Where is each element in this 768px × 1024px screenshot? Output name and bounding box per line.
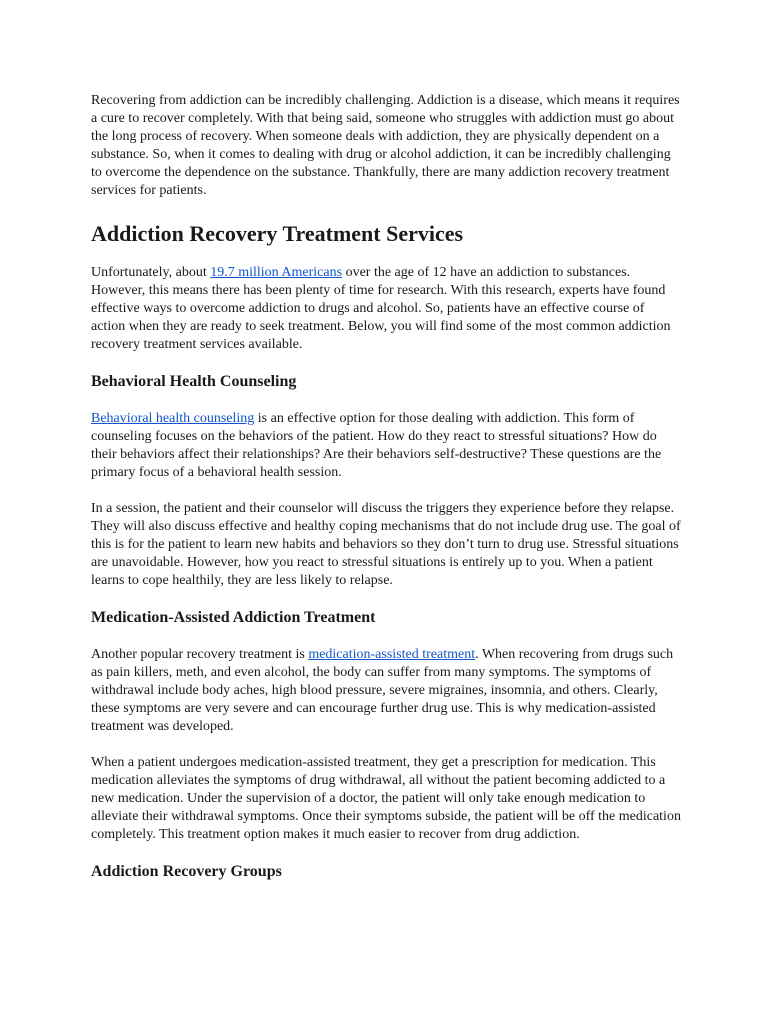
paragraph-text: Another popular recovery treatment is: [91, 647, 309, 662]
paragraph-behavioral-session: In a session, the patient and their counselor will discuss the triggers they experience before they relapse. They will also discuss effective and healthy coping mechanisms that do not include drug use. The goal of this is for the patient to learn new habits and behaviors so they don’t turn to drug use. Stressful situations are unavoidable. However, how you react to stressful situations is entirely up to you. When a patient learns to cope healthily, they are less likely to relapse.: [91, 501, 681, 588]
paragraph-text: over the age of 12 have an addiction to substances. However, this means there has been plenty of time for research. With this research, experts have found effective ways to overcome addiction to drugs and alcohol. So, patients have an effective course of action when they are ready to seek treatment. Below, you will find some of the most common addiction recovery treatment services available.: [91, 265, 671, 352]
paragraph-text: . When recovering from drugs such as pain killers, meth, and even alcohol, the body can suffer from many symptoms. The symptoms of withdrawal include body aches, high blood pressure, severe migraines, insomnia, and others. Clearly, these symptoms are very severe and can encourage further drug use. This is why medication-assisted treatment was developed.: [91, 647, 674, 734]
heading-medication-assisted-treatment: Medication-Assisted Addiction Treatment: [91, 609, 376, 626]
heading-addiction-recovery-groups: Addiction Recovery Groups: [91, 863, 282, 880]
heading-addiction-recovery-treatment-services: Addiction Recovery Treatment Services: [91, 221, 464, 246]
document-page: [91, 92, 681, 882]
intro-paragraph: Recovering from addiction can be incredibly challenging. Addiction is a disease, which means it requires a cure to recover completely. With that being said, someone who struggles with addiction must go about the long process of recovery. When someone deals with addiction, they are physically dependent on a substance. So, when it comes to dealing with drug or alcohol addiction, it can be incredibly challenging to overcome the dependence on the substance. Thankfully, there are many addiction recovery treatment services for patients.: [91, 93, 680, 198]
paragraph-text: Unfortunately, about: [91, 265, 211, 280]
link-19-7-million-americans[interactable]: 19.7 million Americans: [210, 265, 343, 280]
paragraph-medication-intro: [91, 646, 681, 736]
link-behavioral-health-counseling[interactable]: Behavioral health counseling: [91, 411, 255, 426]
paragraph-statistics: [91, 264, 681, 354]
paragraph-text: is an effective option for those dealing with addiction. This form of counseling focuses on the behaviors of the patient. How do they react to stressful situations? How do their behaviors affect their relationships? Are their behaviors self-destructive? These questions are the primary focus of a behavioral health session.: [91, 411, 662, 480]
heading-behavioral-health-counseling: Behavioral Health Counseling: [91, 373, 297, 390]
link-medication-assisted-treatment[interactable]: medication-assisted treatment: [308, 647, 476, 662]
paragraph-behavioral-intro: [91, 410, 681, 482]
paragraph-medication-prescription: When a patient undergoes medication-assisted treatment, they get a prescription for medication. This medication alleviates the symptoms of drug withdrawal, all without the patient becoming addicted to a new medication. Under the supervision of a doctor, the patient will only take enough medication to alleviate their withdrawal symptoms. Once their symptoms subside, the patient will be off the medication completely. This treatment option makes it much easier to recover from drug addiction.: [91, 755, 681, 842]
